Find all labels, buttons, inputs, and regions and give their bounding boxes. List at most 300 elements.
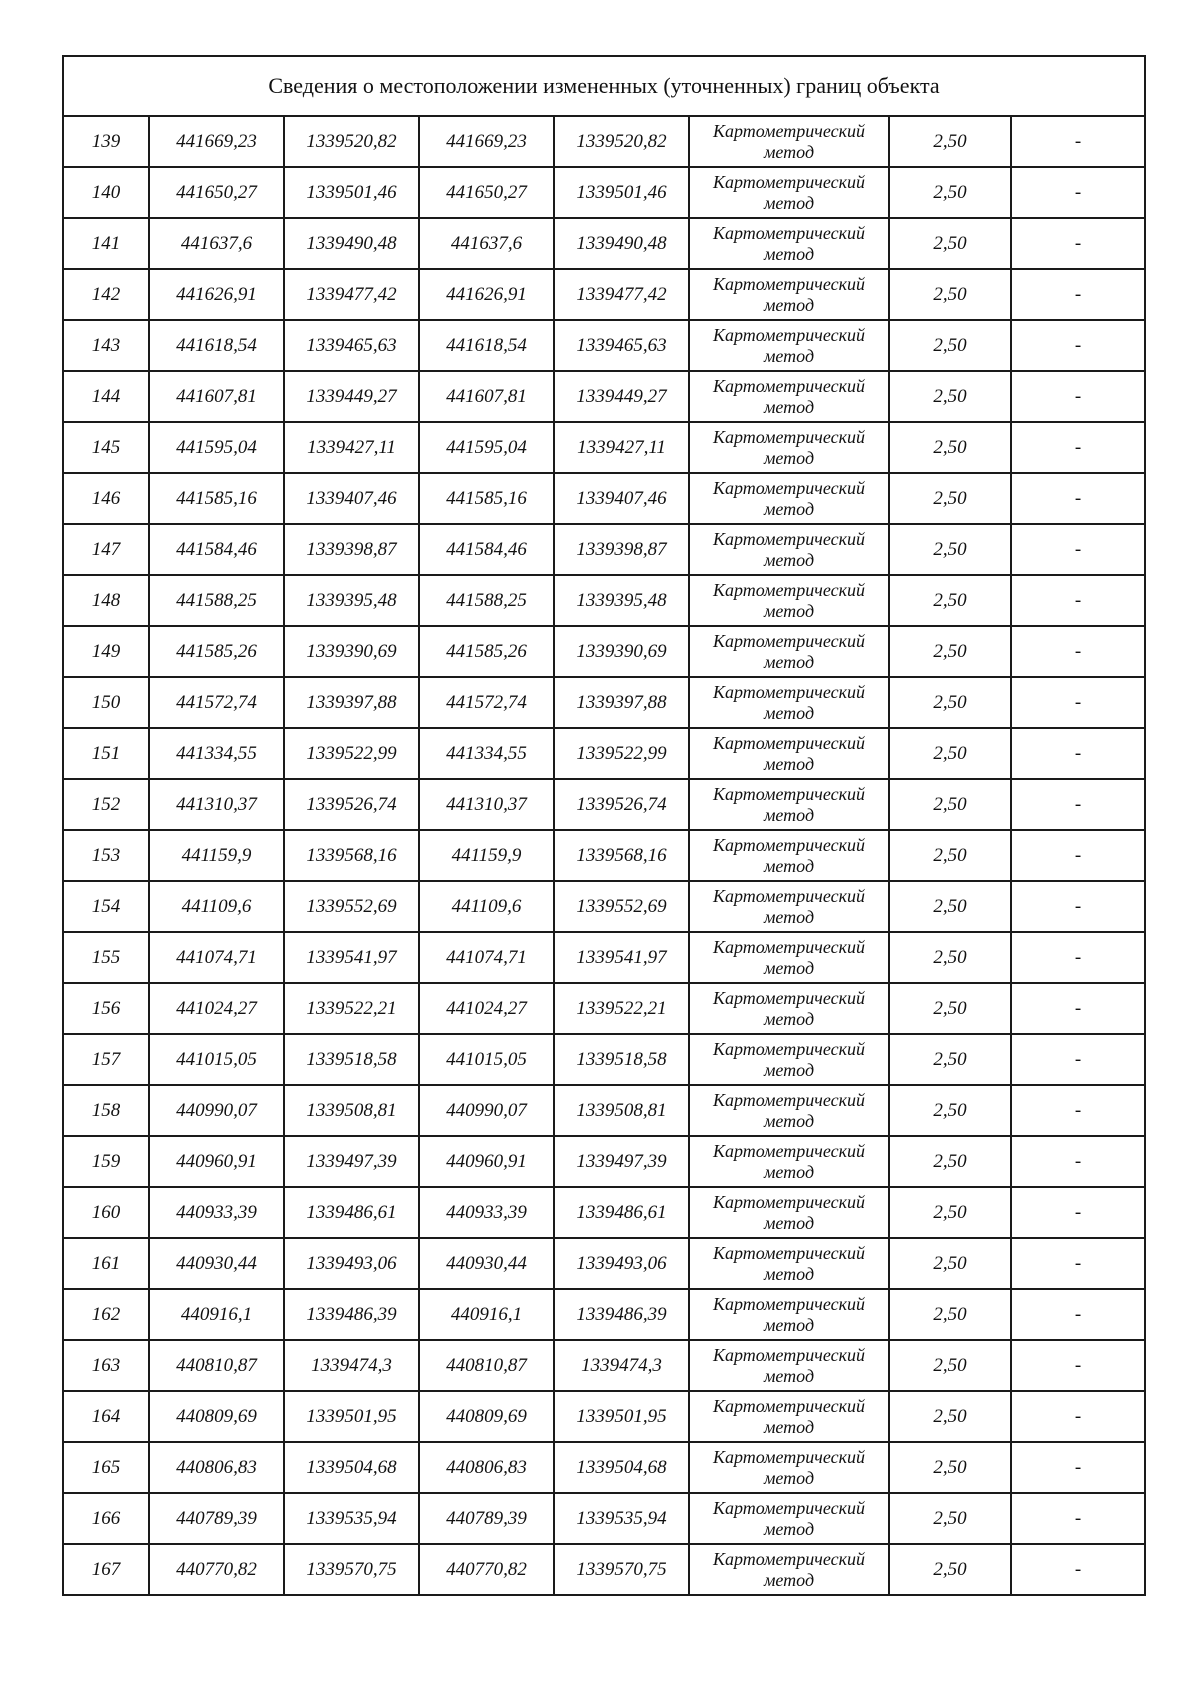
accuracy-cell: 2,50 xyxy=(889,218,1011,269)
method-line-2: метод xyxy=(763,1314,815,1335)
method-line-1: Картометрический xyxy=(712,1140,865,1161)
y-new-cell: 1339497,39 xyxy=(554,1136,689,1187)
x-new-cell: 440916,1 xyxy=(419,1289,554,1340)
y-old-cell: 1339398,87 xyxy=(284,524,419,575)
method-cell xyxy=(689,473,889,524)
x-new-cell: 441015,05 xyxy=(419,1034,554,1085)
note-cell: - xyxy=(1011,218,1145,269)
x-new-cell: 441637,6 xyxy=(419,218,554,269)
x-old-cell: 441074,71 xyxy=(149,932,284,983)
method-line-1: Картометрический xyxy=(712,1344,865,1365)
x-new-cell: 440809,69 xyxy=(419,1391,554,1442)
y-old-cell: 1339497,39 xyxy=(284,1136,419,1187)
table-row xyxy=(63,1136,1145,1187)
x-old-cell: 441669,23 xyxy=(149,116,284,167)
method-line-1: Картометрический xyxy=(712,1038,865,1059)
point-number-cell: 162 xyxy=(63,1289,149,1340)
accuracy-cell: 2,50 xyxy=(889,932,1011,983)
method-line-1: Картометрический xyxy=(712,987,865,1008)
accuracy-cell: 2,50 xyxy=(889,1493,1011,1544)
method-line-2: метод xyxy=(763,1569,815,1590)
y-old-cell: 1339486,61 xyxy=(284,1187,419,1238)
x-new-cell: 441669,23 xyxy=(419,116,554,167)
note-cell: - xyxy=(1011,1544,1145,1595)
x-new-cell: 441159,9 xyxy=(419,830,554,881)
y-old-cell: 1339477,42 xyxy=(284,269,419,320)
x-new-cell: 441584,46 xyxy=(419,524,554,575)
x-new-cell: 441626,91 xyxy=(419,269,554,320)
method-line-1: Картометрический xyxy=(712,324,865,345)
y-new-cell: 1339493,06 xyxy=(554,1238,689,1289)
y-old-cell: 1339535,94 xyxy=(284,1493,419,1544)
accuracy-cell: 2,50 xyxy=(889,830,1011,881)
method-line-1: Картометрический xyxy=(712,1548,865,1569)
y-new-cell: 1339474,3 xyxy=(554,1340,689,1391)
note-cell: - xyxy=(1011,269,1145,320)
x-new-cell: 441607,81 xyxy=(419,371,554,422)
x-new-cell: 441572,74 xyxy=(419,677,554,728)
y-new-cell: 1339541,97 xyxy=(554,932,689,983)
point-number-cell: 159 xyxy=(63,1136,149,1187)
point-number-cell: 154 xyxy=(63,881,149,932)
method-cell xyxy=(689,1136,889,1187)
accuracy-cell: 2,50 xyxy=(889,1391,1011,1442)
method-line-1: Картометрический xyxy=(712,426,865,447)
y-new-cell: 1339570,75 xyxy=(554,1544,689,1595)
method-line-1: Картометрический xyxy=(712,936,865,957)
method-cell xyxy=(689,932,889,983)
y-new-cell: 1339552,69 xyxy=(554,881,689,932)
note-cell: - xyxy=(1011,932,1145,983)
note-cell: - xyxy=(1011,167,1145,218)
accuracy-cell: 2,50 xyxy=(889,626,1011,677)
note-cell: - xyxy=(1011,1238,1145,1289)
note-cell: - xyxy=(1011,1442,1145,1493)
method-line-2: метод xyxy=(763,1467,815,1488)
note-cell: - xyxy=(1011,830,1145,881)
x-old-cell: 440916,1 xyxy=(149,1289,284,1340)
method-cell xyxy=(689,1034,889,1085)
method-cell xyxy=(689,1187,889,1238)
method-line-2: метод xyxy=(763,294,815,315)
table-row xyxy=(63,1085,1145,1136)
y-new-cell: 1339449,27 xyxy=(554,371,689,422)
method-cell xyxy=(689,320,889,371)
y-new-cell: 1339486,61 xyxy=(554,1187,689,1238)
method-cell xyxy=(689,1340,889,1391)
x-new-cell: 441334,55 xyxy=(419,728,554,779)
point-number-cell: 144 xyxy=(63,371,149,422)
table-title: Сведения о местоположении измененных (уточненных) границ объекта xyxy=(63,56,1145,116)
x-old-cell: 441015,05 xyxy=(149,1034,284,1085)
point-number-cell: 163 xyxy=(63,1340,149,1391)
accuracy-cell: 2,50 xyxy=(889,1442,1011,1493)
x-new-cell: 440810,87 xyxy=(419,1340,554,1391)
point-number-cell: 164 xyxy=(63,1391,149,1442)
method-cell xyxy=(689,728,889,779)
note-cell: - xyxy=(1011,1187,1145,1238)
table-row xyxy=(63,1544,1145,1595)
note-cell: - xyxy=(1011,116,1145,167)
table-row xyxy=(63,575,1145,626)
x-old-cell: 440990,07 xyxy=(149,1085,284,1136)
method-line-2: метод xyxy=(763,1161,815,1182)
x-new-cell: 440806,83 xyxy=(419,1442,554,1493)
y-old-cell: 1339493,06 xyxy=(284,1238,419,1289)
y-new-cell: 1339535,94 xyxy=(554,1493,689,1544)
x-new-cell: 441310,37 xyxy=(419,779,554,830)
method-line-2: метод xyxy=(763,753,815,774)
y-new-cell: 1339520,82 xyxy=(554,116,689,167)
point-number-cell: 149 xyxy=(63,626,149,677)
table-row xyxy=(63,1442,1145,1493)
method-cell xyxy=(689,626,889,677)
x-new-cell: 440960,91 xyxy=(419,1136,554,1187)
y-old-cell: 1339449,27 xyxy=(284,371,419,422)
y-new-cell: 1339490,48 xyxy=(554,218,689,269)
note-cell: - xyxy=(1011,1136,1145,1187)
y-old-cell: 1339395,48 xyxy=(284,575,419,626)
x-old-cell: 441572,74 xyxy=(149,677,284,728)
method-line-2: метод xyxy=(763,1110,815,1131)
method-line-1: Картометрический xyxy=(712,783,865,804)
table-title-row xyxy=(63,56,1145,116)
note-cell: - xyxy=(1011,524,1145,575)
method-line-2: метод xyxy=(763,957,815,978)
document-page xyxy=(62,55,1144,1596)
note-cell: - xyxy=(1011,473,1145,524)
x-old-cell: 440933,39 xyxy=(149,1187,284,1238)
y-old-cell: 1339520,82 xyxy=(284,116,419,167)
note-cell: - xyxy=(1011,626,1145,677)
method-cell xyxy=(689,575,889,626)
accuracy-cell: 2,50 xyxy=(889,1187,1011,1238)
method-line-2: метод xyxy=(763,243,815,264)
note-cell: - xyxy=(1011,1391,1145,1442)
note-cell: - xyxy=(1011,779,1145,830)
y-old-cell: 1339390,69 xyxy=(284,626,419,677)
y-new-cell: 1339390,69 xyxy=(554,626,689,677)
x-old-cell: 441595,04 xyxy=(149,422,284,473)
method-line-2: метод xyxy=(763,1212,815,1233)
x-new-cell: 440789,39 xyxy=(419,1493,554,1544)
table-row xyxy=(63,1238,1145,1289)
accuracy-cell: 2,50 xyxy=(889,320,1011,371)
note-cell: - xyxy=(1011,1289,1145,1340)
point-number-cell: 143 xyxy=(63,320,149,371)
method-line-1: Картометрический xyxy=(712,1293,865,1314)
y-new-cell: 1339518,58 xyxy=(554,1034,689,1085)
x-new-cell: 441109,6 xyxy=(419,881,554,932)
accuracy-cell: 2,50 xyxy=(889,524,1011,575)
x-new-cell: 441585,26 xyxy=(419,626,554,677)
method-cell xyxy=(689,116,889,167)
x-old-cell: 441310,37 xyxy=(149,779,284,830)
x-old-cell: 441334,55 xyxy=(149,728,284,779)
x-old-cell: 441585,16 xyxy=(149,473,284,524)
accuracy-cell: 2,50 xyxy=(889,728,1011,779)
table-row xyxy=(63,1493,1145,1544)
table-row xyxy=(63,1034,1145,1085)
accuracy-cell: 2,50 xyxy=(889,1136,1011,1187)
accuracy-cell: 2,50 xyxy=(889,269,1011,320)
point-number-cell: 167 xyxy=(63,1544,149,1595)
y-new-cell: 1339501,46 xyxy=(554,167,689,218)
accuracy-cell: 2,50 xyxy=(889,1289,1011,1340)
accuracy-cell: 2,50 xyxy=(889,983,1011,1034)
accuracy-cell: 2,50 xyxy=(889,116,1011,167)
table-body xyxy=(63,56,1145,1595)
method-line-2: метод xyxy=(763,1365,815,1386)
note-cell: - xyxy=(1011,320,1145,371)
point-number-cell: 145 xyxy=(63,422,149,473)
method-line-1: Картометрический xyxy=(712,528,865,549)
point-number-cell: 158 xyxy=(63,1085,149,1136)
y-old-cell: 1339397,88 xyxy=(284,677,419,728)
y-old-cell: 1339522,99 xyxy=(284,728,419,779)
x-old-cell: 441650,27 xyxy=(149,167,284,218)
y-old-cell: 1339474,3 xyxy=(284,1340,419,1391)
table-row xyxy=(63,1391,1145,1442)
x-old-cell: 440930,44 xyxy=(149,1238,284,1289)
table-row xyxy=(63,1187,1145,1238)
x-old-cell: 441637,6 xyxy=(149,218,284,269)
x-new-cell: 440990,07 xyxy=(419,1085,554,1136)
point-number-cell: 150 xyxy=(63,677,149,728)
method-line-1: Картометрический xyxy=(712,273,865,294)
x-old-cell: 441159,9 xyxy=(149,830,284,881)
point-number-cell: 146 xyxy=(63,473,149,524)
x-new-cell: 440930,44 xyxy=(419,1238,554,1289)
method-cell xyxy=(689,830,889,881)
method-cell xyxy=(689,371,889,422)
method-line-1: Картометрический xyxy=(712,630,865,651)
accuracy-cell: 2,50 xyxy=(889,473,1011,524)
x-old-cell: 441024,27 xyxy=(149,983,284,1034)
table-row xyxy=(63,218,1145,269)
accuracy-cell: 2,50 xyxy=(889,1238,1011,1289)
table-row xyxy=(63,830,1145,881)
point-number-cell: 153 xyxy=(63,830,149,881)
method-cell xyxy=(689,218,889,269)
y-old-cell: 1339504,68 xyxy=(284,1442,419,1493)
x-old-cell: 440960,91 xyxy=(149,1136,284,1187)
point-number-cell: 157 xyxy=(63,1034,149,1085)
x-new-cell: 440770,82 xyxy=(419,1544,554,1595)
point-number-cell: 166 xyxy=(63,1493,149,1544)
method-line-1: Картометрический xyxy=(712,1446,865,1467)
method-line-2: метод xyxy=(763,600,815,621)
accuracy-cell: 2,50 xyxy=(889,779,1011,830)
point-number-cell: 165 xyxy=(63,1442,149,1493)
table-row xyxy=(63,167,1145,218)
y-old-cell: 1339490,48 xyxy=(284,218,419,269)
method-cell xyxy=(689,422,889,473)
point-number-cell: 141 xyxy=(63,218,149,269)
point-number-cell: 160 xyxy=(63,1187,149,1238)
method-line-1: Картометрический xyxy=(712,375,865,396)
x-old-cell: 441585,26 xyxy=(149,626,284,677)
x-old-cell: 441607,81 xyxy=(149,371,284,422)
table-row xyxy=(63,728,1145,779)
method-line-2: метод xyxy=(763,804,815,825)
y-old-cell: 1339526,74 xyxy=(284,779,419,830)
x-old-cell: 440810,87 xyxy=(149,1340,284,1391)
method-line-2: метод xyxy=(763,1416,815,1437)
point-number-cell: 152 xyxy=(63,779,149,830)
method-line-2: метод xyxy=(763,1518,815,1539)
method-line-2: метод xyxy=(763,396,815,417)
y-old-cell: 1339518,58 xyxy=(284,1034,419,1085)
y-new-cell: 1339501,95 xyxy=(554,1391,689,1442)
method-line-2: метод xyxy=(763,906,815,927)
table-row xyxy=(63,422,1145,473)
y-new-cell: 1339398,87 xyxy=(554,524,689,575)
accuracy-cell: 2,50 xyxy=(889,881,1011,932)
x-new-cell: 441650,27 xyxy=(419,167,554,218)
method-line-2: метод xyxy=(763,855,815,876)
method-cell xyxy=(689,1493,889,1544)
y-new-cell: 1339522,99 xyxy=(554,728,689,779)
y-new-cell: 1339508,81 xyxy=(554,1085,689,1136)
point-number-cell: 161 xyxy=(63,1238,149,1289)
y-new-cell: 1339504,68 xyxy=(554,1442,689,1493)
table-row xyxy=(63,983,1145,1034)
method-line-1: Картометрический xyxy=(712,885,865,906)
y-old-cell: 1339570,75 xyxy=(284,1544,419,1595)
method-cell xyxy=(689,1544,889,1595)
accuracy-cell: 2,50 xyxy=(889,677,1011,728)
method-line-1: Картометрический xyxy=(712,732,865,753)
y-old-cell: 1339427,11 xyxy=(284,422,419,473)
table-row xyxy=(63,881,1145,932)
y-old-cell: 1339465,63 xyxy=(284,320,419,371)
point-number-cell: 142 xyxy=(63,269,149,320)
method-cell xyxy=(689,779,889,830)
point-number-cell: 151 xyxy=(63,728,149,779)
table-row xyxy=(63,269,1145,320)
x-old-cell: 441584,46 xyxy=(149,524,284,575)
method-cell xyxy=(689,677,889,728)
x-new-cell: 441024,27 xyxy=(419,983,554,1034)
x-old-cell: 441588,25 xyxy=(149,575,284,626)
method-line-2: метод xyxy=(763,447,815,468)
accuracy-cell: 2,50 xyxy=(889,1544,1011,1595)
x-old-cell: 440806,83 xyxy=(149,1442,284,1493)
table-row xyxy=(63,371,1145,422)
x-old-cell: 440789,39 xyxy=(149,1493,284,1544)
y-new-cell: 1339397,88 xyxy=(554,677,689,728)
method-cell xyxy=(689,167,889,218)
accuracy-cell: 2,50 xyxy=(889,167,1011,218)
x-old-cell: 441626,91 xyxy=(149,269,284,320)
y-new-cell: 1339395,48 xyxy=(554,575,689,626)
method-line-1: Картометрический xyxy=(712,1395,865,1416)
method-cell xyxy=(689,269,889,320)
method-line-1: Картометрический xyxy=(712,1242,865,1263)
x-old-cell: 440770,82 xyxy=(149,1544,284,1595)
y-new-cell: 1339486,39 xyxy=(554,1289,689,1340)
table-row xyxy=(63,524,1145,575)
method-line-1: Картометрический xyxy=(712,579,865,600)
x-new-cell: 441074,71 xyxy=(419,932,554,983)
note-cell: - xyxy=(1011,881,1145,932)
method-line-2: метод xyxy=(763,498,815,519)
y-new-cell: 1339477,42 xyxy=(554,269,689,320)
method-cell xyxy=(689,881,889,932)
table-row xyxy=(63,779,1145,830)
method-line-1: Картометрический xyxy=(712,1089,865,1110)
method-cell xyxy=(689,1442,889,1493)
point-number-cell: 147 xyxy=(63,524,149,575)
table-row xyxy=(63,626,1145,677)
method-cell xyxy=(689,1289,889,1340)
note-cell: - xyxy=(1011,983,1145,1034)
method-line-1: Картометрический xyxy=(712,120,865,141)
table-row xyxy=(63,1289,1145,1340)
y-new-cell: 1339526,74 xyxy=(554,779,689,830)
y-old-cell: 1339552,69 xyxy=(284,881,419,932)
point-number-cell: 155 xyxy=(63,932,149,983)
method-line-2: метод xyxy=(763,345,815,366)
boundary-coordinates-table xyxy=(62,55,1146,1596)
point-number-cell: 140 xyxy=(63,167,149,218)
method-cell xyxy=(689,1391,889,1442)
accuracy-cell: 2,50 xyxy=(889,371,1011,422)
method-line-2: метод xyxy=(763,1059,815,1080)
method-line-2: метод xyxy=(763,1263,815,1284)
table-row xyxy=(63,677,1145,728)
note-cell: - xyxy=(1011,371,1145,422)
note-cell: - xyxy=(1011,422,1145,473)
x-new-cell: 441618,54 xyxy=(419,320,554,371)
y-old-cell: 1339508,81 xyxy=(284,1085,419,1136)
y-old-cell: 1339501,46 xyxy=(284,167,419,218)
method-line-1: Картометрический xyxy=(712,222,865,243)
note-cell: - xyxy=(1011,728,1145,779)
method-line-2: метод xyxy=(763,651,815,672)
note-cell: - xyxy=(1011,1493,1145,1544)
method-line-2: метод xyxy=(763,1008,815,1029)
y-old-cell: 1339501,95 xyxy=(284,1391,419,1442)
point-number-cell: 139 xyxy=(63,116,149,167)
method-cell xyxy=(689,524,889,575)
accuracy-cell: 2,50 xyxy=(889,1340,1011,1391)
method-line-1: Картометрический xyxy=(712,171,865,192)
point-number-cell: 156 xyxy=(63,983,149,1034)
x-new-cell: 441588,25 xyxy=(419,575,554,626)
note-cell: - xyxy=(1011,1034,1145,1085)
method-line-2: метод xyxy=(763,192,815,213)
y-old-cell: 1339568,16 xyxy=(284,830,419,881)
note-cell: - xyxy=(1011,1085,1145,1136)
x-new-cell: 441595,04 xyxy=(419,422,554,473)
note-cell: - xyxy=(1011,1340,1145,1391)
method-line-1: Картометрический xyxy=(712,1497,865,1518)
method-line-1: Картометрический xyxy=(712,1191,865,1212)
accuracy-cell: 2,50 xyxy=(889,1085,1011,1136)
x-old-cell: 441618,54 xyxy=(149,320,284,371)
accuracy-cell: 2,50 xyxy=(889,1034,1011,1085)
y-new-cell: 1339465,63 xyxy=(554,320,689,371)
method-line-1: Картометрический xyxy=(712,681,865,702)
x-new-cell: 440933,39 xyxy=(419,1187,554,1238)
method-line-1: Картометрический xyxy=(712,477,865,498)
y-new-cell: 1339568,16 xyxy=(554,830,689,881)
y-old-cell: 1339522,21 xyxy=(284,983,419,1034)
method-cell xyxy=(689,983,889,1034)
point-number-cell: 148 xyxy=(63,575,149,626)
